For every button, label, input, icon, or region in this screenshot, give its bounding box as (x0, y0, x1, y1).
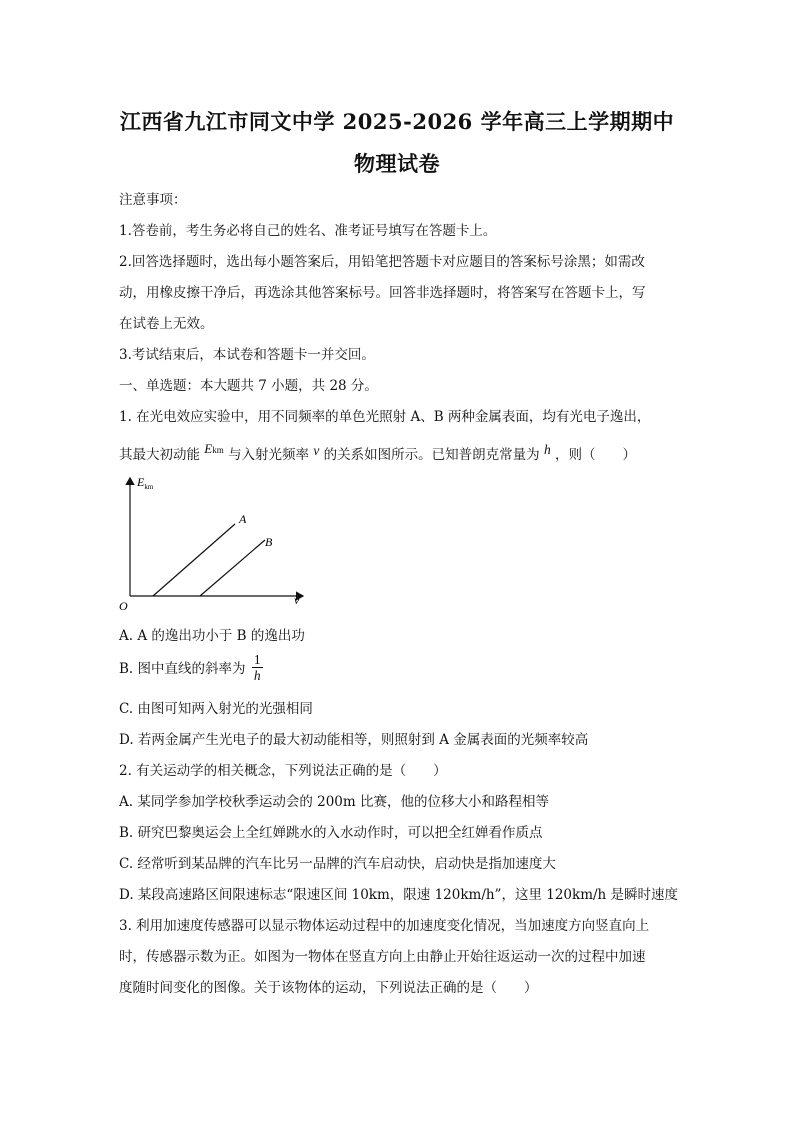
q3-stem-line-1: 3. 利用加速度传感器可以显示物体运动过程中的加速度变化情况，当加速度方向竖直向上 (119, 918, 650, 934)
note-2-line-1: 2.回答选择题时，选出每小题答案后，用铅笔把答题卡对应题目的答案标号涂黑；如需改 (119, 254, 645, 270)
q2-stem: 2. 有关运动学的相关概念，下列说法正确的是（ ） (119, 763, 447, 779)
q2-option-c: C. 经常听到某品牌的汽车比另一品牌的汽车启动快，启动快是指加速度大 (119, 856, 556, 872)
origin-label: O (119, 599, 128, 613)
q3-stem-line-2: 时，传感器示数为正。如图为一物体在竖直方向上由静止开始往返运动一次的过程中加速 (119, 949, 646, 965)
h-symbol: h (543, 442, 551, 457)
q1-option-a: A. A 的逸出功小于 B 的逸出功 (119, 628, 305, 644)
line-b (200, 540, 265, 596)
q1-graph (115, 474, 315, 614)
notes-heading: 注意事项： (119, 192, 187, 208)
q1-option-d: D. 若两金属产生光电子的最大初动能相等，则照射到 A 金属表面的光频率较高 (119, 732, 589, 748)
q1-stem-line-1: 1. 在光电效应实验中，用不同频率的单色光照射 A、B 两种金属表面，均有光电子逸出， (119, 409, 651, 425)
q2-option-b: B. 研究巴黎奥运会上全红婵跳水的入水动作时，可以把全红婵看作质点 (119, 825, 543, 841)
line-a-label: A (239, 512, 247, 526)
exam-subtitle: 物理试卷 (354, 151, 440, 176)
note-2-line-3: 在试卷上无效。 (119, 316, 214, 332)
ekm-symbol: Ekm (204, 441, 224, 456)
q3-stem-line-3: 度随时间变化的图像。关于该物体的运动，下列说法正确的是（ ） (119, 980, 538, 996)
x-axis-label: ν (294, 593, 300, 607)
section-heading: 一、单选题：本大题共 7 小题，共 28 分。 (119, 378, 378, 394)
note-2-line-2: 动，用橡皮擦干净后，再选涂其他答案标号。回答非选择题时，将答案写在答题卡上，写 (119, 285, 646, 301)
q1-option-c: C. 由图可知两入射光的光强相同 (119, 701, 313, 717)
exam-title: 江西省九江市同文中学 2025-2026 学年高三上学期期中 (119, 109, 675, 134)
q2-option-d: D. 某段高速路区间限速标志“限速区间 10km，限速 120km/h”，这里 120km/h 是瞬时速度 (119, 887, 679, 903)
note-3: 3.考试结束后，本试卷和答题卡一并交回。 (119, 347, 375, 363)
q2-option-a: A. 某同学参加学校秋季运动会的 200m 比赛，他的位移大小和路程相等 (119, 794, 549, 810)
line-b-label: B (265, 535, 273, 549)
line-a (153, 524, 235, 596)
nu-symbol: ν (313, 443, 320, 458)
slope-fraction: $\frac{1}{h}$ (253, 652, 261, 683)
q1-stem-line-2: 其最大初动能 Ekm 与入射光频率 ν 的关系如图所示。已知普朗克常量为 h ，则（ ） (119, 441, 636, 463)
y-axis-label: $E_{km}$ (137, 475, 154, 491)
note-1: 1.答卷前，考生务必将自己的姓名、准考证号填写在答题卡上。 (119, 223, 497, 239)
q1-option-b: B. 图中直线的斜率为 $\frac{1}{h}$ (119, 652, 261, 683)
